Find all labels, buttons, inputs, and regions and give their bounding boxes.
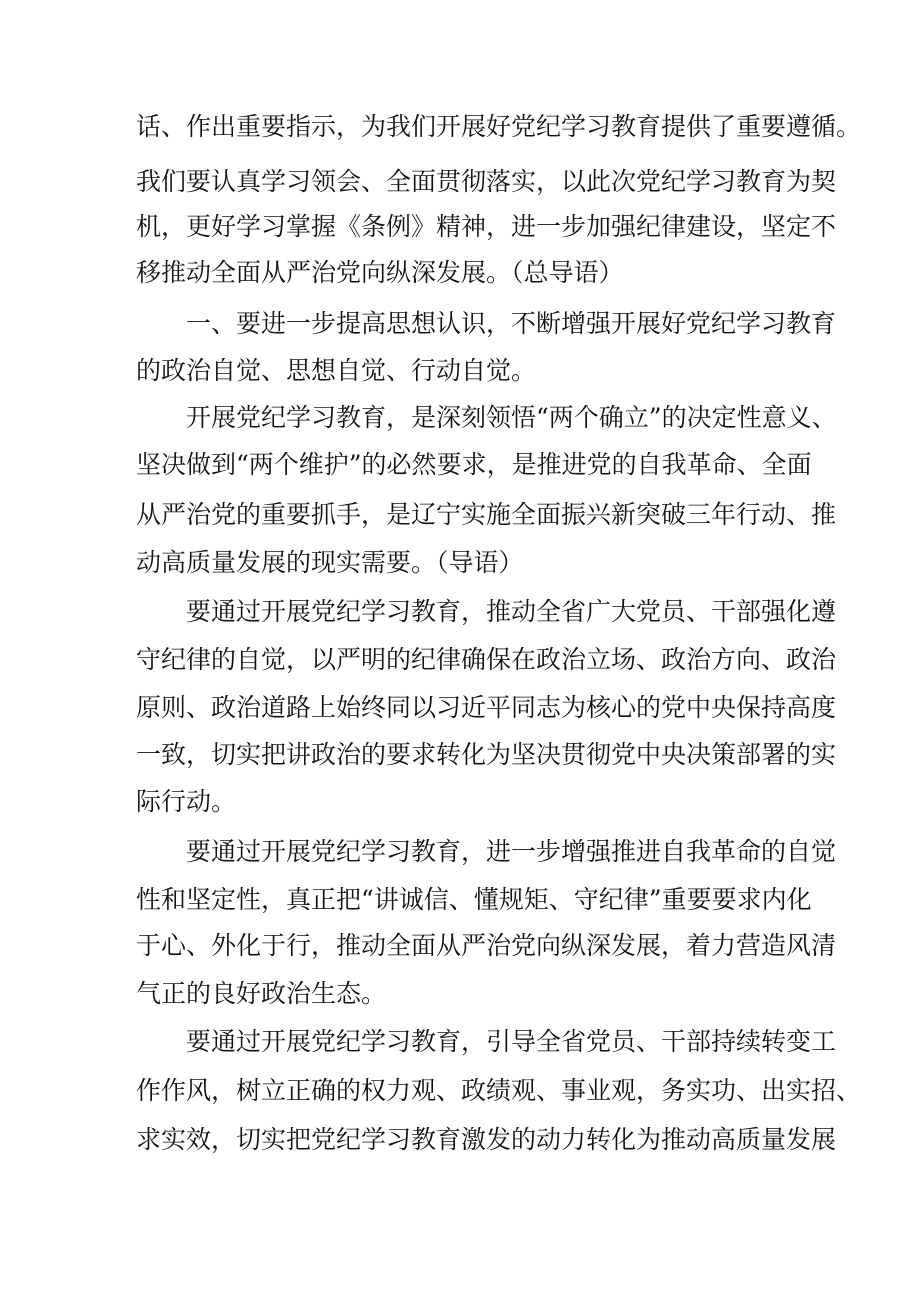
text-line: 于心、外化于行，推动全面从严治党向纵深发展，着力营造风清 <box>136 931 837 960</box>
text-line: 机，更好学习掌握《条例》精神，进一步加强纪律建设，坚定不 <box>136 212 837 241</box>
text-line: 守纪律的自觉，以严明的纪律确保在政治立场、政治方向、政治 <box>136 645 837 674</box>
section-heading-line: 的政治自觉、思想自觉、行动自觉。 <box>136 356 537 385</box>
text-line: 作作风，树立正确的权力观、政绩观、事业观，务实功、出实招、 <box>136 1076 862 1105</box>
text-line: 性和坚定性，真正把“讲诚信、懂规矩、守纪律”重要要求内化 <box>136 885 812 914</box>
section-heading-line: 一、要进一步提高思想认识，不断增强开展好党纪学习教育 <box>186 309 837 338</box>
text-line: 从严治党的重要抓手，是辽宁实施全面振兴新突破三年行动、推 <box>136 500 837 529</box>
text-line: 开展党纪学习教育，是深刻领悟“两个确立”的决定性意义、 <box>186 403 837 432</box>
text-line: 话、作出重要指示，为我们开展好党纪学习教育提供了重要遵循。 <box>136 112 862 141</box>
text-line: 一致，切实把讲政治的要求转化为坚决贯彻党中央决策部署的实 <box>136 740 837 769</box>
text-line: 我们要认真学习领会、全面贯彻落实，以此次党纪学习教育为契 <box>136 167 837 196</box>
text-line: 要通过开展党纪学习教育，引导全省党员、干部持续转变工 <box>186 1027 837 1056</box>
text-line: 要通过开展党纪学习教育，进一步增强推进自我革命的自觉 <box>186 837 837 866</box>
text-line: 气正的良好政治生态。 <box>136 979 387 1008</box>
text-line: 动高质量发展的现实需要。（导语） <box>136 548 524 577</box>
text-line: 求实效，切实把党纪学习教育激发的动力转化为推动高质量发展 <box>136 1125 837 1154</box>
text-line: 要通过开展党纪学习教育，推动全省广大党员、干部强化遵 <box>186 597 837 626</box>
text-line: 原则、政治道路上始终同以习近平同志为核心的党中央保持高度 <box>136 693 837 722</box>
text-line: 移推动全面从严治党向纵深发展。（总导语） <box>136 258 624 287</box>
text-line: 际行动。 <box>136 787 237 816</box>
text-line: 坚决做到“两个维护”的必然要求，是推进党的自我革命、全面 <box>136 450 812 479</box>
